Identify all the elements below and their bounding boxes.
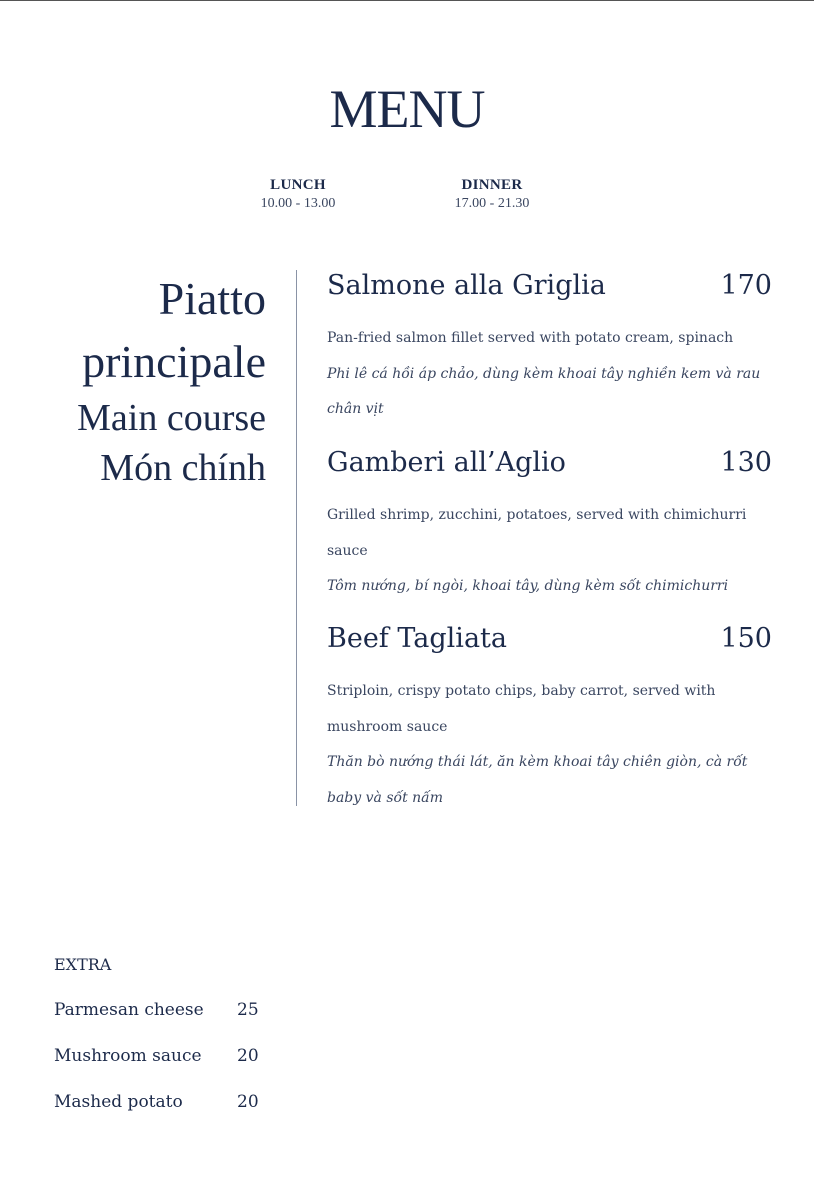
extra-item-name: Parmesan cheese	[54, 1000, 204, 1020]
section-title-italian-1: Piatto	[158, 273, 266, 324]
extra-item-price: 20	[237, 1092, 259, 1112]
section-heading	[77, 268, 266, 494]
dish-item	[327, 623, 772, 816]
dinner-label: DINNER	[461, 177, 523, 193]
extra-item-price: 25	[237, 1000, 259, 1020]
top-divider	[0, 0, 814, 1]
extra-title: EXTRA	[54, 955, 112, 974]
dish-description: Grilled shrimp, zucchini, potatoes, served with chimichurri sauce	[327, 507, 747, 559]
dish-description-vietnamese: Thăn bò nướng thái lát, ăn kèm khoai tây chiên giòn, cà rốt baby và sốt nấm	[327, 754, 748, 806]
dish-description-vietnamese: Phi lê cá hồi áp chảo, dùng kèm khoai tây nghiền kem và rau chân vịt	[327, 365, 761, 417]
dish-price: 150	[720, 623, 772, 654]
section-title-vietnamese: Món chính	[100, 447, 266, 489]
extra-item-price: 20	[237, 1046, 259, 1066]
dish-name: Gamberi all’Aglio	[327, 447, 566, 478]
dish-name: Salmone alla Griglia	[327, 270, 606, 301]
extra-item-name: Mushroom sauce	[54, 1046, 202, 1066]
dish-description: Pan-fried salmon fillet served with potato cream, spinach	[327, 330, 734, 346]
menu-title: MENU	[329, 79, 485, 139]
dish-price: 130	[720, 447, 772, 478]
extra-item-name: Mashed potato	[54, 1092, 183, 1112]
dinner-hours	[412, 177, 572, 212]
vertical-divider	[296, 270, 297, 806]
dish-item	[327, 270, 772, 428]
dish-description-vietnamese: Tôm nướng, bí ngòi, khoai tây, dùng kèm sốt chimichurri	[327, 578, 729, 594]
dish-name: Beef Tagliata	[327, 623, 507, 654]
dish-item	[327, 447, 772, 605]
section-title-italian-2: principale	[82, 336, 266, 387]
dish-description: Striploin, crispy potato chips, baby carrot, served with mushroom sauce	[327, 683, 716, 735]
lunch-time: 10.00 - 13.00	[260, 196, 336, 211]
dinner-time: 17.00 - 21.30	[454, 196, 530, 211]
section-title-english: Main course	[77, 397, 266, 439]
lunch-label: LUNCH	[270, 177, 326, 193]
dish-price: 170	[720, 270, 772, 301]
lunch-hours	[218, 177, 378, 212]
